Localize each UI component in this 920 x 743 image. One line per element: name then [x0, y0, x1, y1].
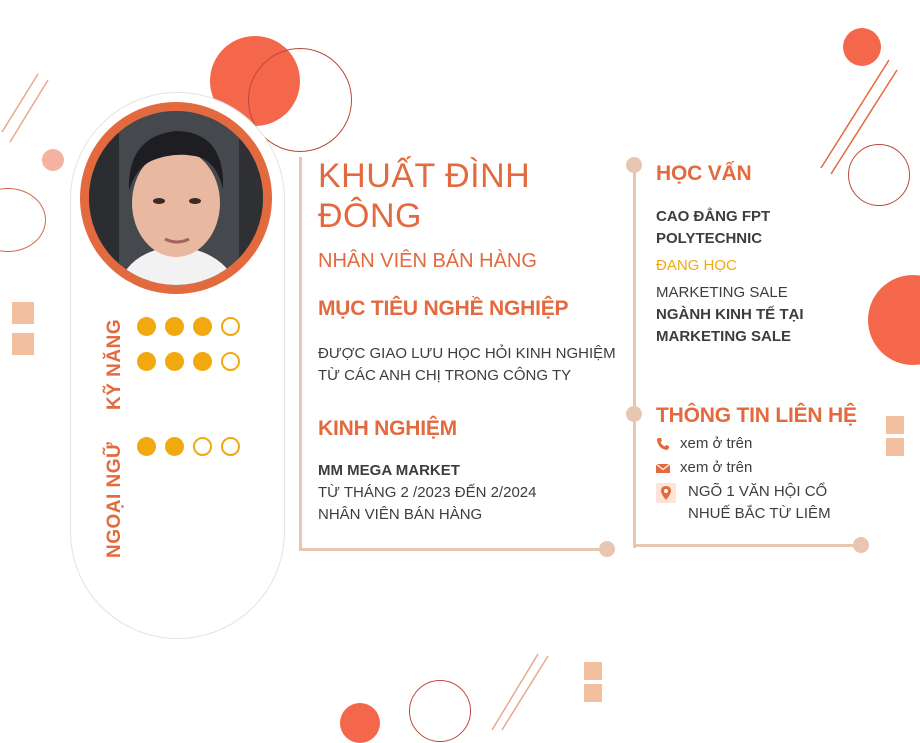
experience-period: TỪ THÁNG 2 /2023 ĐẾN 2/2024 — [318, 484, 537, 501]
rating-dot-filled — [165, 352, 184, 371]
experience-company: MM MEGA MARKET — [318, 462, 460, 479]
middle-frame-knob — [599, 541, 615, 557]
contact-phone-value: xem ở trên — [680, 435, 753, 452]
contact-address — [656, 481, 831, 525]
middle-frame-horizontal — [299, 548, 609, 551]
right-frame-horizontal — [633, 544, 861, 547]
deco-circle-outline-right — [848, 144, 910, 206]
right-frame-vertical — [633, 164, 636, 548]
deco-square-right-1 — [886, 416, 904, 434]
language-rating-1 — [137, 437, 240, 456]
avatar-illustration — [89, 111, 263, 285]
rating-dot-empty — [221, 317, 240, 336]
experience-title: KINH NGHIỆM — [318, 417, 457, 440]
deco-square-bottom-2 — [584, 684, 602, 702]
candidate-name — [318, 156, 598, 236]
rating-dot-filled — [165, 437, 184, 456]
candidate-role: NHÂN VIÊN BÁN HÀNG — [318, 250, 537, 272]
deco-circle-outline-bottom — [409, 680, 471, 742]
objective-title: MỤC TIÊU NGHỀ NGHIỆP — [318, 297, 569, 320]
avatar — [89, 111, 263, 285]
middle-frame-vertical — [299, 157, 302, 551]
contact-address-line2: NHUẾ BẮC TỪ LIÊM — [688, 505, 831, 522]
education-status: ĐANG HỌC — [656, 257, 737, 274]
deco-square-bottom-1 — [584, 662, 602, 680]
objective-line-2: TỪ CÁC ANH CHỊ TRONG CÔNG TY — [318, 367, 572, 384]
rating-dot-filled — [137, 352, 156, 371]
experience-position: NHÂN VIÊN BÁN HÀNG — [318, 506, 483, 523]
education-major: MARKETING SALE — [656, 284, 788, 301]
deco-circle-orange-right-mid — [868, 275, 920, 365]
deco-square-left-1 — [12, 302, 34, 324]
deco-square-right-2 — [886, 438, 904, 456]
rating-dot-filled — [165, 317, 184, 336]
education-title: HỌC VẤN — [656, 162, 752, 185]
contact-address-line1: NGÕ 1 VĂN HỘI CỔ — [688, 483, 828, 500]
envelope-icon — [656, 461, 670, 475]
right-frame-knob-top — [626, 157, 642, 173]
rating-dot-empty — [221, 437, 240, 456]
objective-text — [318, 343, 616, 387]
experience-details — [318, 460, 536, 526]
rating-dot-filled — [193, 317, 212, 336]
education-school-line1: CAO ĐẲNG FPT — [656, 208, 771, 225]
skills-title: KỸ NĂNG — [104, 318, 125, 410]
map-pin-icon — [656, 483, 676, 503]
right-frame-knob-end — [853, 537, 869, 553]
deco-square-left-2 — [12, 333, 34, 355]
contact-email — [656, 457, 752, 479]
objective-line-1: ĐƯỢC GIAO LƯU HỌC HỎI KINH NGHIỆM — [318, 345, 616, 362]
rating-dot-filled — [193, 352, 212, 371]
deco-arc-left — [0, 188, 46, 252]
phone-icon — [656, 437, 670, 451]
education-school-line2: POLYTECHNIC — [656, 230, 763, 247]
rating-dot-empty — [193, 437, 212, 456]
rating-dot-filled — [137, 437, 156, 456]
skill-rating-1 — [137, 317, 240, 336]
rating-dot-empty — [221, 352, 240, 371]
languages-title: NGOẠI NGỮ — [104, 441, 125, 558]
right-frame-knob-middle — [626, 406, 642, 422]
deco-lines-bottom — [490, 652, 560, 732]
candidate-name-line1: KHUẤT ĐÌNH — [318, 157, 531, 195]
deco-lines-left — [0, 70, 60, 160]
deco-circle-orange-bottom — [340, 703, 380, 743]
education-details — [656, 206, 804, 348]
contact-title: THÔNG TIN LIÊN HỆ — [656, 404, 857, 427]
rating-dot-filled — [137, 317, 156, 336]
education-field-line2: MARKETING SALE — [656, 328, 791, 345]
education-field-line1: NGÀNH KINH TẾ TẠI — [656, 306, 804, 323]
contact-email-value: xem ở trên — [680, 459, 753, 476]
candidate-name-line2: ĐÔNG — [318, 197, 422, 235]
contact-phone — [656, 433, 752, 455]
skill-rating-2 — [137, 352, 240, 371]
